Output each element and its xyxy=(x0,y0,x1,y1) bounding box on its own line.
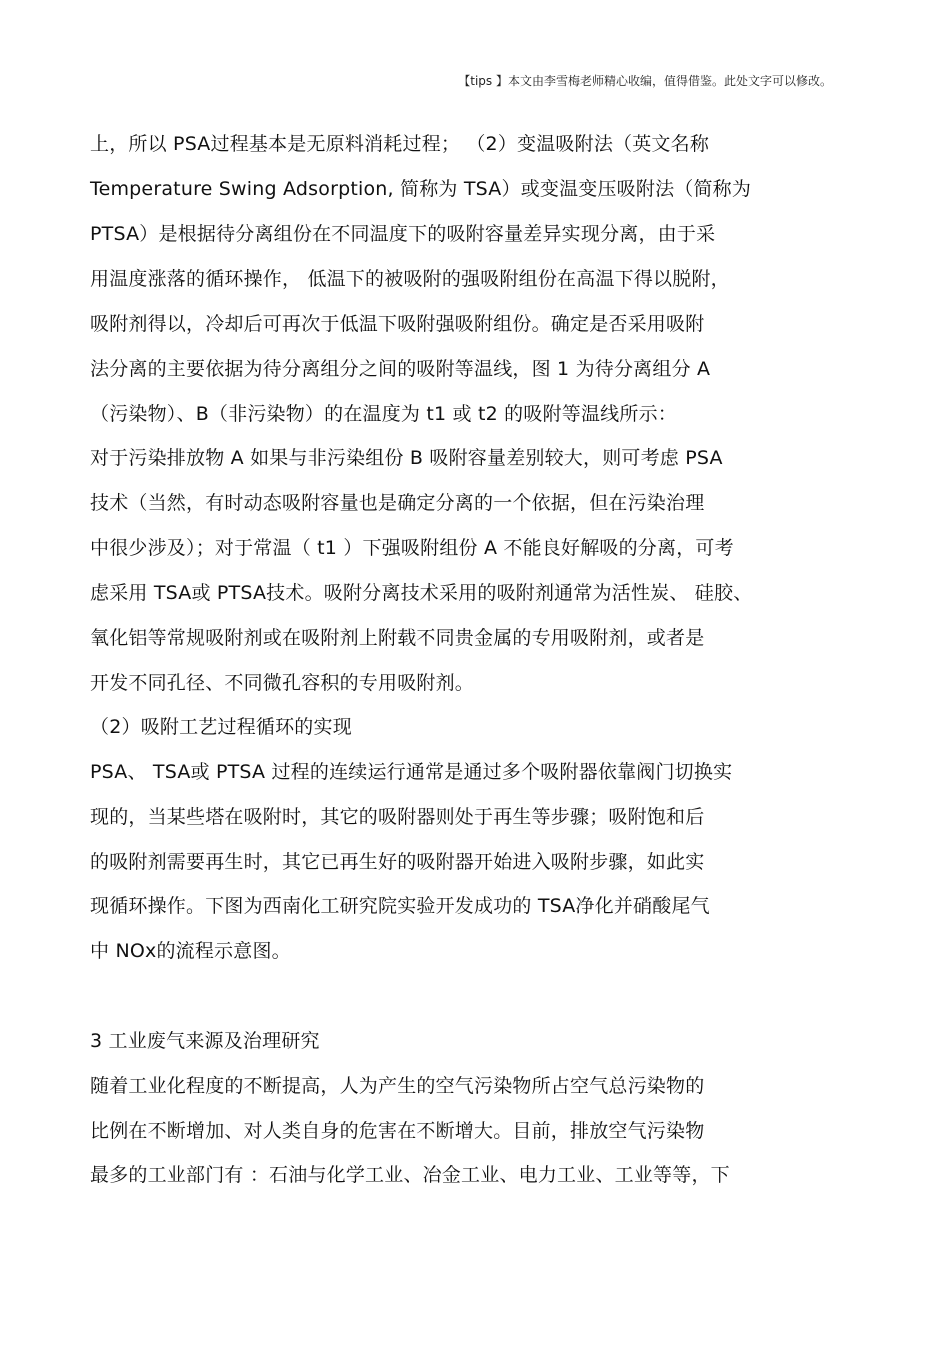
text-line: Temperature Swing Adsorption, 简称为 TSA）或变温变压吸附法（简称为 xyxy=(90,178,752,200)
tips-header: 【tips 】本文由李雪梅老师精心收编，值得借鉴。此处文字可以修改。 xyxy=(458,74,832,88)
text-line: 现循环操作。下图为西南化工研究院实验开发成功的 TSA净化并硝酸尾气 xyxy=(90,895,710,917)
text-line: 用温度涨落的循环操作， 低温下的被吸附的强吸附组份在高温下得以脱附， xyxy=(90,268,730,290)
text-line: （污染物）、B（非污染物）的在温度为 t1 或 t2 的吸附等温线所示： xyxy=(90,403,677,425)
text-line: PSA、 TSA或 PTSA 过程的连续运行通常是通过多个吸附器依靠阀门切换实 xyxy=(90,761,733,783)
subheading: （2）吸附工艺过程循环的实现 xyxy=(90,716,352,738)
text-line: 技术（当然，有时动态吸附容量也是确定分离的一个依据，但在污染治理 xyxy=(90,492,705,514)
text-line: 对于污染排放物 A 如果与非污染组份 B 吸附容量差别较大，则可考虑 PSA xyxy=(90,447,723,469)
text-line: 中 NOx的流程示意图。 xyxy=(90,940,291,962)
text-line: 氧化铝等常规吸附剂或在吸附剂上附载不同贵金属的专用吸附剂，或者是 xyxy=(90,627,705,649)
text-line: 比例在不断增加、对人类自身的危害在不断增大。目前，排放空气污染物 xyxy=(90,1120,705,1142)
text-line: 随着工业化程度的不断提高，人为产生的空气污染物所占空气总污染物的 xyxy=(90,1075,705,1097)
text-line: 开发不同孔径、不同微孔容积的专用吸附剂。 xyxy=(90,672,475,694)
text-line: 现的，当某些塔在吸附时，其它的吸附器则处于再生等步骤；吸附饱和后 xyxy=(90,806,705,828)
section-heading: 3 工业废气来源及治理研究 xyxy=(90,1030,320,1052)
text-line: 最多的工业部门有 ：石油与化学工业、冶金工业、电力工业、工业等等，下 xyxy=(90,1164,730,1186)
text-line: 吸附剂得以，冷却后可再次于低温下吸附强吸附组份。确定是否采用吸附 xyxy=(90,313,705,335)
text-line: 法分离的主要依据为待分离组分之间的吸附等温线，图 1 为待分离组分 A xyxy=(90,358,711,380)
text-line: PTSA）是根据待分离组份在不同温度下的吸附容量差异实现分离，由于采 xyxy=(90,223,716,245)
text-line: 虑采用 TSA或 PTSA技术。吸附分离技术采用的吸附剂通常为活性炭、 硅胶、 xyxy=(90,582,753,604)
text-line: 中很少涉及）；对于常温（ t1 ）下强吸附组份 A 不能良好解吸的分离，可考 xyxy=(90,537,734,559)
text-line: 的吸附剂需要再生时，其它已再生好的吸附器开始进入吸附步骤，如此实 xyxy=(90,851,705,873)
text-line: 上，所以 PSA过程基本是无原料消耗过程； （2）变温吸附法（英文名称 xyxy=(90,133,710,155)
